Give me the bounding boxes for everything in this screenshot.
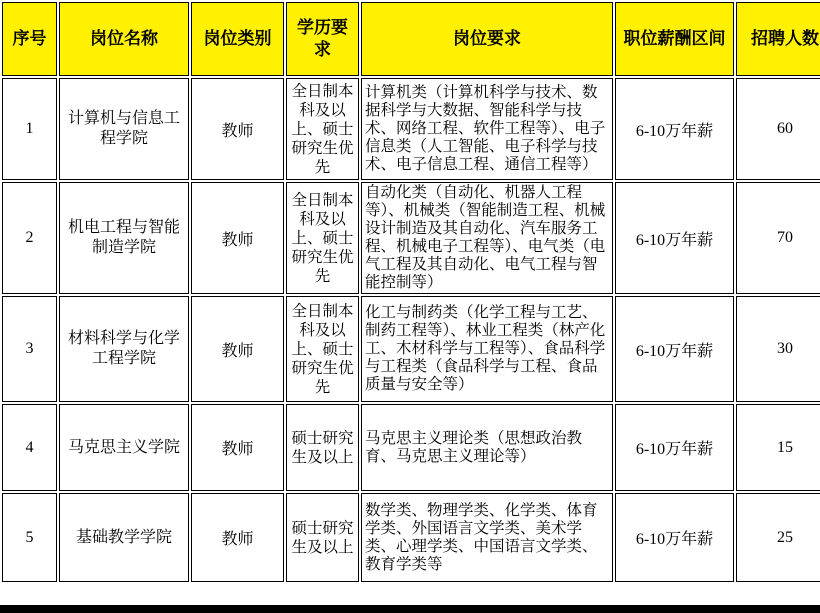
header-position-category: 岗位类别 [191,2,284,76]
header-education-requirement: 学历要求 [286,2,359,76]
cell-position-category: 教师 [191,493,284,582]
table-row [2,78,820,180]
cell-serial-number: 4 [2,404,57,491]
cell-position-category: 教师 [191,78,284,180]
cell-serial-number: 5 [2,493,57,582]
cell-education-requirement: 全日制本科及以上、硕士研究生优先 [286,78,359,180]
table-row [2,493,820,582]
bottom-border-strip [0,605,820,613]
cell-position-requirements: 化工与制药类（化学工程与工艺、制药工程等）、林业工程类（林产化工、木材科学与工程等）、食品科学与工程类（食品科学与工程、食品质量与安全等） [361,296,613,402]
header-position-name: 岗位名称 [59,2,189,76]
cell-position-name: 马克思主义学院 [59,404,189,491]
cell-position-category: 教师 [191,182,284,294]
cell-recruit-count: 60 [736,78,820,180]
header-recruit-count: 招聘人数 [736,2,820,76]
cell-position-requirements: 数学类、物理学类、化学类、体育学类、外国语言文学类、美术学类、心理学类、中国语言文学类、教育学类等 [361,493,613,582]
cell-salary-range: 6-10万年薪 [615,78,734,180]
cell-education-requirement: 硕士研究生及以上 [286,404,359,491]
header-salary-range: 职位薪酬区间 [615,2,734,76]
cell-salary-range: 6-10万年薪 [615,296,734,402]
cell-recruit-count: 30 [736,296,820,402]
header-position-requirements: 岗位要求 [361,2,613,76]
cell-education-requirement: 硕士研究生及以上 [286,493,359,582]
cell-salary-range: 6-10万年薪 [615,493,734,582]
header-serial-number: 序号 [2,2,57,76]
cell-position-requirements: 马克思主义理论类（思想政治教育、马克思主义理论等） [361,404,613,491]
cell-position-requirements: 自动化类（自动化、机器人工程等）、机械类（智能制造工程、机械设计制造及其自动化、汽车服务工程、机械电子工程等）、电气类（电气工程及其自动化、电气工程与智能控制等） [361,182,613,294]
cell-position-name: 计算机与信息工程学院 [59,78,189,180]
cell-position-name: 基础教学学院 [59,493,189,582]
cell-education-requirement: 全日制本科及以上、硕士研究生优先 [286,182,359,294]
table-header-row [2,2,820,76]
cell-serial-number: 1 [2,78,57,180]
cell-salary-range: 6-10万年薪 [615,182,734,294]
cell-position-name: 机电工程与智能制造学院 [59,182,189,294]
cell-position-category: 教师 [191,404,284,491]
cell-education-requirement: 全日制本科及以上、硕士研究生优先 [286,296,359,402]
cell-salary-range: 6-10万年薪 [615,404,734,491]
cell-serial-number: 2 [2,182,57,294]
table-row [2,404,820,491]
cell-position-name: 材料科学与化学工程学院 [59,296,189,402]
table-row [2,182,820,294]
cell-recruit-count: 15 [736,404,820,491]
cell-recruit-count: 25 [736,493,820,582]
cell-position-requirements: 计算机类（计算机科学与技术、数据科学与大数据、智能科学与技术、网络工程、软件工程等）、电子信息类（人工智能、电子科学与技术、电子信息工程、通信工程等） [361,78,613,180]
table-row [2,296,820,402]
cell-recruit-count: 70 [736,182,820,294]
cell-serial-number: 3 [2,296,57,402]
cell-position-category: 教师 [191,296,284,402]
